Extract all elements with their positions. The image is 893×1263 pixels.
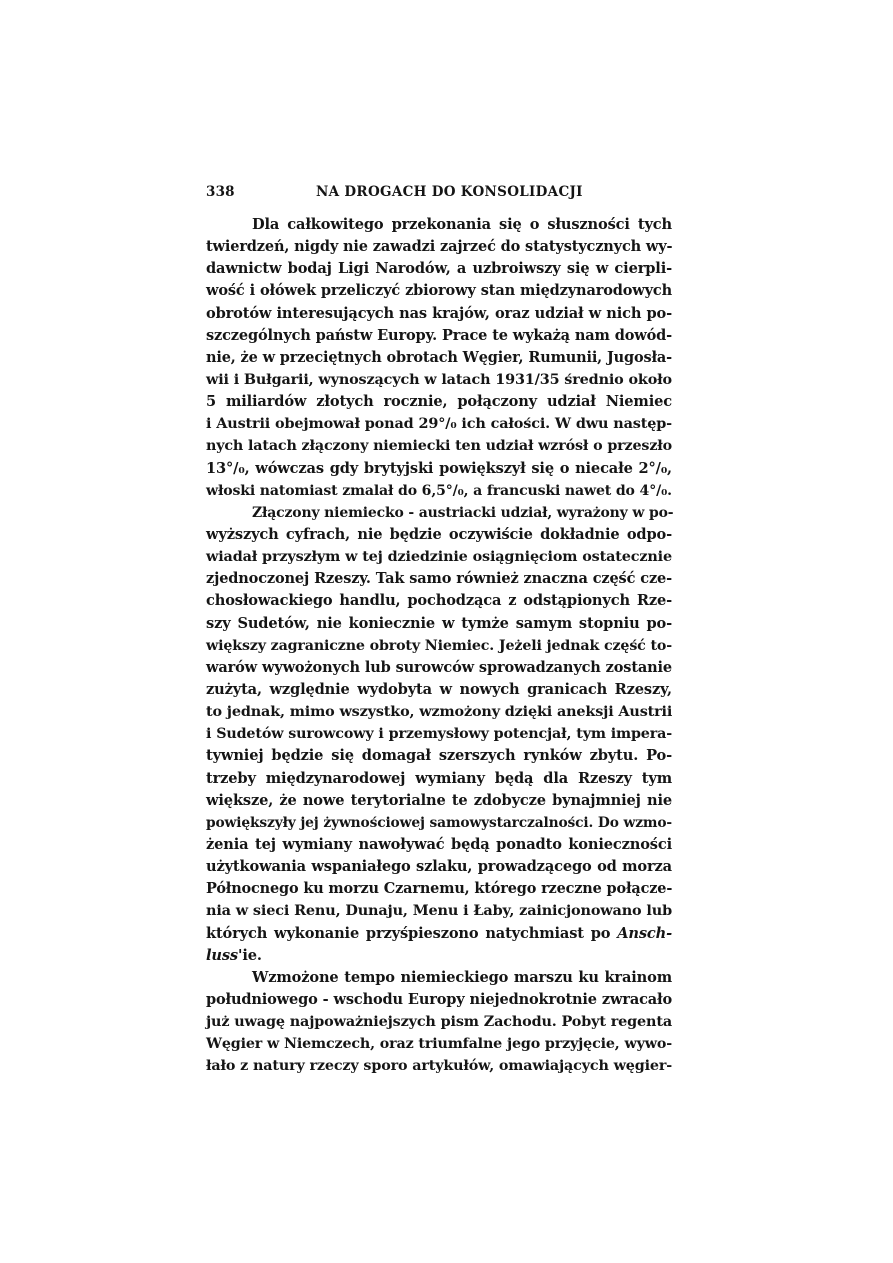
text-line: chosłowackiego handlu, pochodząca z odstąpionych Rze- <box>206 592 672 610</box>
text-line: tywniej będzie się domagał szerszych rynków zbytu. Po- <box>206 747 672 765</box>
text-line: 5 miliardów złotych rocznie, połączony udział Niemiec <box>206 393 672 411</box>
text-line: których wykonanie przyśpieszono natychmiast po Ansch- <box>206 924 672 942</box>
text-line: Węgier w Niemczech, oraz triumfalne jego przyjęcie, wywo- <box>206 1036 672 1053</box>
text-line: nia w sieci Renu, Dunaju, Menu i Łaby, zainicjonowano lub <box>206 902 672 920</box>
text-line: Dla całkowitego przekonania się o słuszności tych <box>252 216 672 233</box>
text-line: zużyta, względnie wydobyta w nowych granicach Rzeszy, <box>206 680 672 698</box>
text-line: 13°/₀, wówczas gdy brytyjski powiększył się o niecałe 2°/₀, <box>206 459 672 477</box>
body-text <box>206 214 672 1077</box>
text-line: Wzmożone tempo niemieckiego marszu ku krainom <box>252 968 672 986</box>
page-number: 338 <box>206 184 235 200</box>
text-line: wii i Bułgarii, wynoszących w latach 1931/35 średnio około <box>206 370 672 388</box>
text-line: użytkowania wspaniałego szlaku, prowadzącego od morza <box>206 858 672 876</box>
text-line: południowego - wschodu Europy niejednokrotnie zwracało <box>206 990 672 1008</box>
running-title: NA DROGACH DO KONSOLIDACJI <box>316 184 583 200</box>
text-line: Północnego ku morzu Czarnemu, którego rzeczne połącze- <box>206 880 673 898</box>
text-line: szczególnych państw Europy. Prace te wykażą nam dowód- <box>206 326 672 344</box>
text-line: żenia tej wymiany nawoływać będą ponadto konieczności <box>206 835 672 853</box>
text-line: i Sudetów surowcowy i przemysłowy potencjał, tym impera- <box>206 726 672 743</box>
text-line: łało z natury rzeczy sporo artykułów, omawiających węgier- <box>206 1058 672 1075</box>
text-line: obrotów interesujących nas krajów, oraz udział w nich po- <box>206 304 672 322</box>
text-line: włoski natomiast zmalał do 6,5°/₀, a francuski nawet do 4°/₀. <box>206 482 672 499</box>
text-line: nych latach złączony niemiecki ten udział wzrósł o przeszło <box>206 438 672 455</box>
text-line: warów wywożonych lub surowców sprowadzanych zostanie <box>206 658 672 676</box>
text-line: już uwagę najpoważniejszych pism Zachodu. Pobyt regenta <box>206 1013 672 1031</box>
text-line: twierdzeń, nigdy nie zawadzi zajrzeć do statystycznych wy- <box>206 238 673 256</box>
text-line: to jednak, mimo wszystko, wzmożony dzięki aneksji Austrii <box>206 703 673 721</box>
text-line: większe, że nowe terytorialne te zdobycze bynajmniej nie <box>206 791 672 809</box>
text-line: Złączony niemiecko - austriacki udział, wyrażony w po- <box>252 504 674 521</box>
text-line: luss'ie. <box>206 946 262 964</box>
text-line: zjednoczonej Rzeszy. Tak samo również znaczna część cze- <box>206 570 672 588</box>
page-header <box>206 184 670 204</box>
text-line: wyższych cyfrach, nie będzie oczywiście dokładnie odpo- <box>206 525 672 543</box>
text-line: wość i ołówek przeliczyć zbiorowy stan międzynarodowych <box>206 282 672 300</box>
text-line: i Austrii obejmował ponad 29°/₀ ich całości. W dwu następ- <box>206 415 672 433</box>
text-line: nie, że w przeciętnych obrotach Węgier, Rumunii, Jugosła- <box>206 348 672 366</box>
text-line: dawnictw bodaj Ligi Narodów, a uzbroiwszy się w cierpli- <box>206 260 672 278</box>
text-line: powiększyły jej żywnościowej samowystarczalności. Do wzmo- <box>206 814 672 831</box>
text-line: większy zagraniczne obroty Niemiec. Jeżeli jednak część to- <box>206 637 672 654</box>
text-line: trzeby międzynarodowej wymiany będą dla Rzeszy tym <box>206 769 672 787</box>
text-line: szy Sudetów, nie koniecznie w tymże samym stopniu po- <box>206 614 672 632</box>
text-line: wiadał przyszłym w tej dziedzinie osiągnięciom ostatecznie <box>206 548 672 566</box>
